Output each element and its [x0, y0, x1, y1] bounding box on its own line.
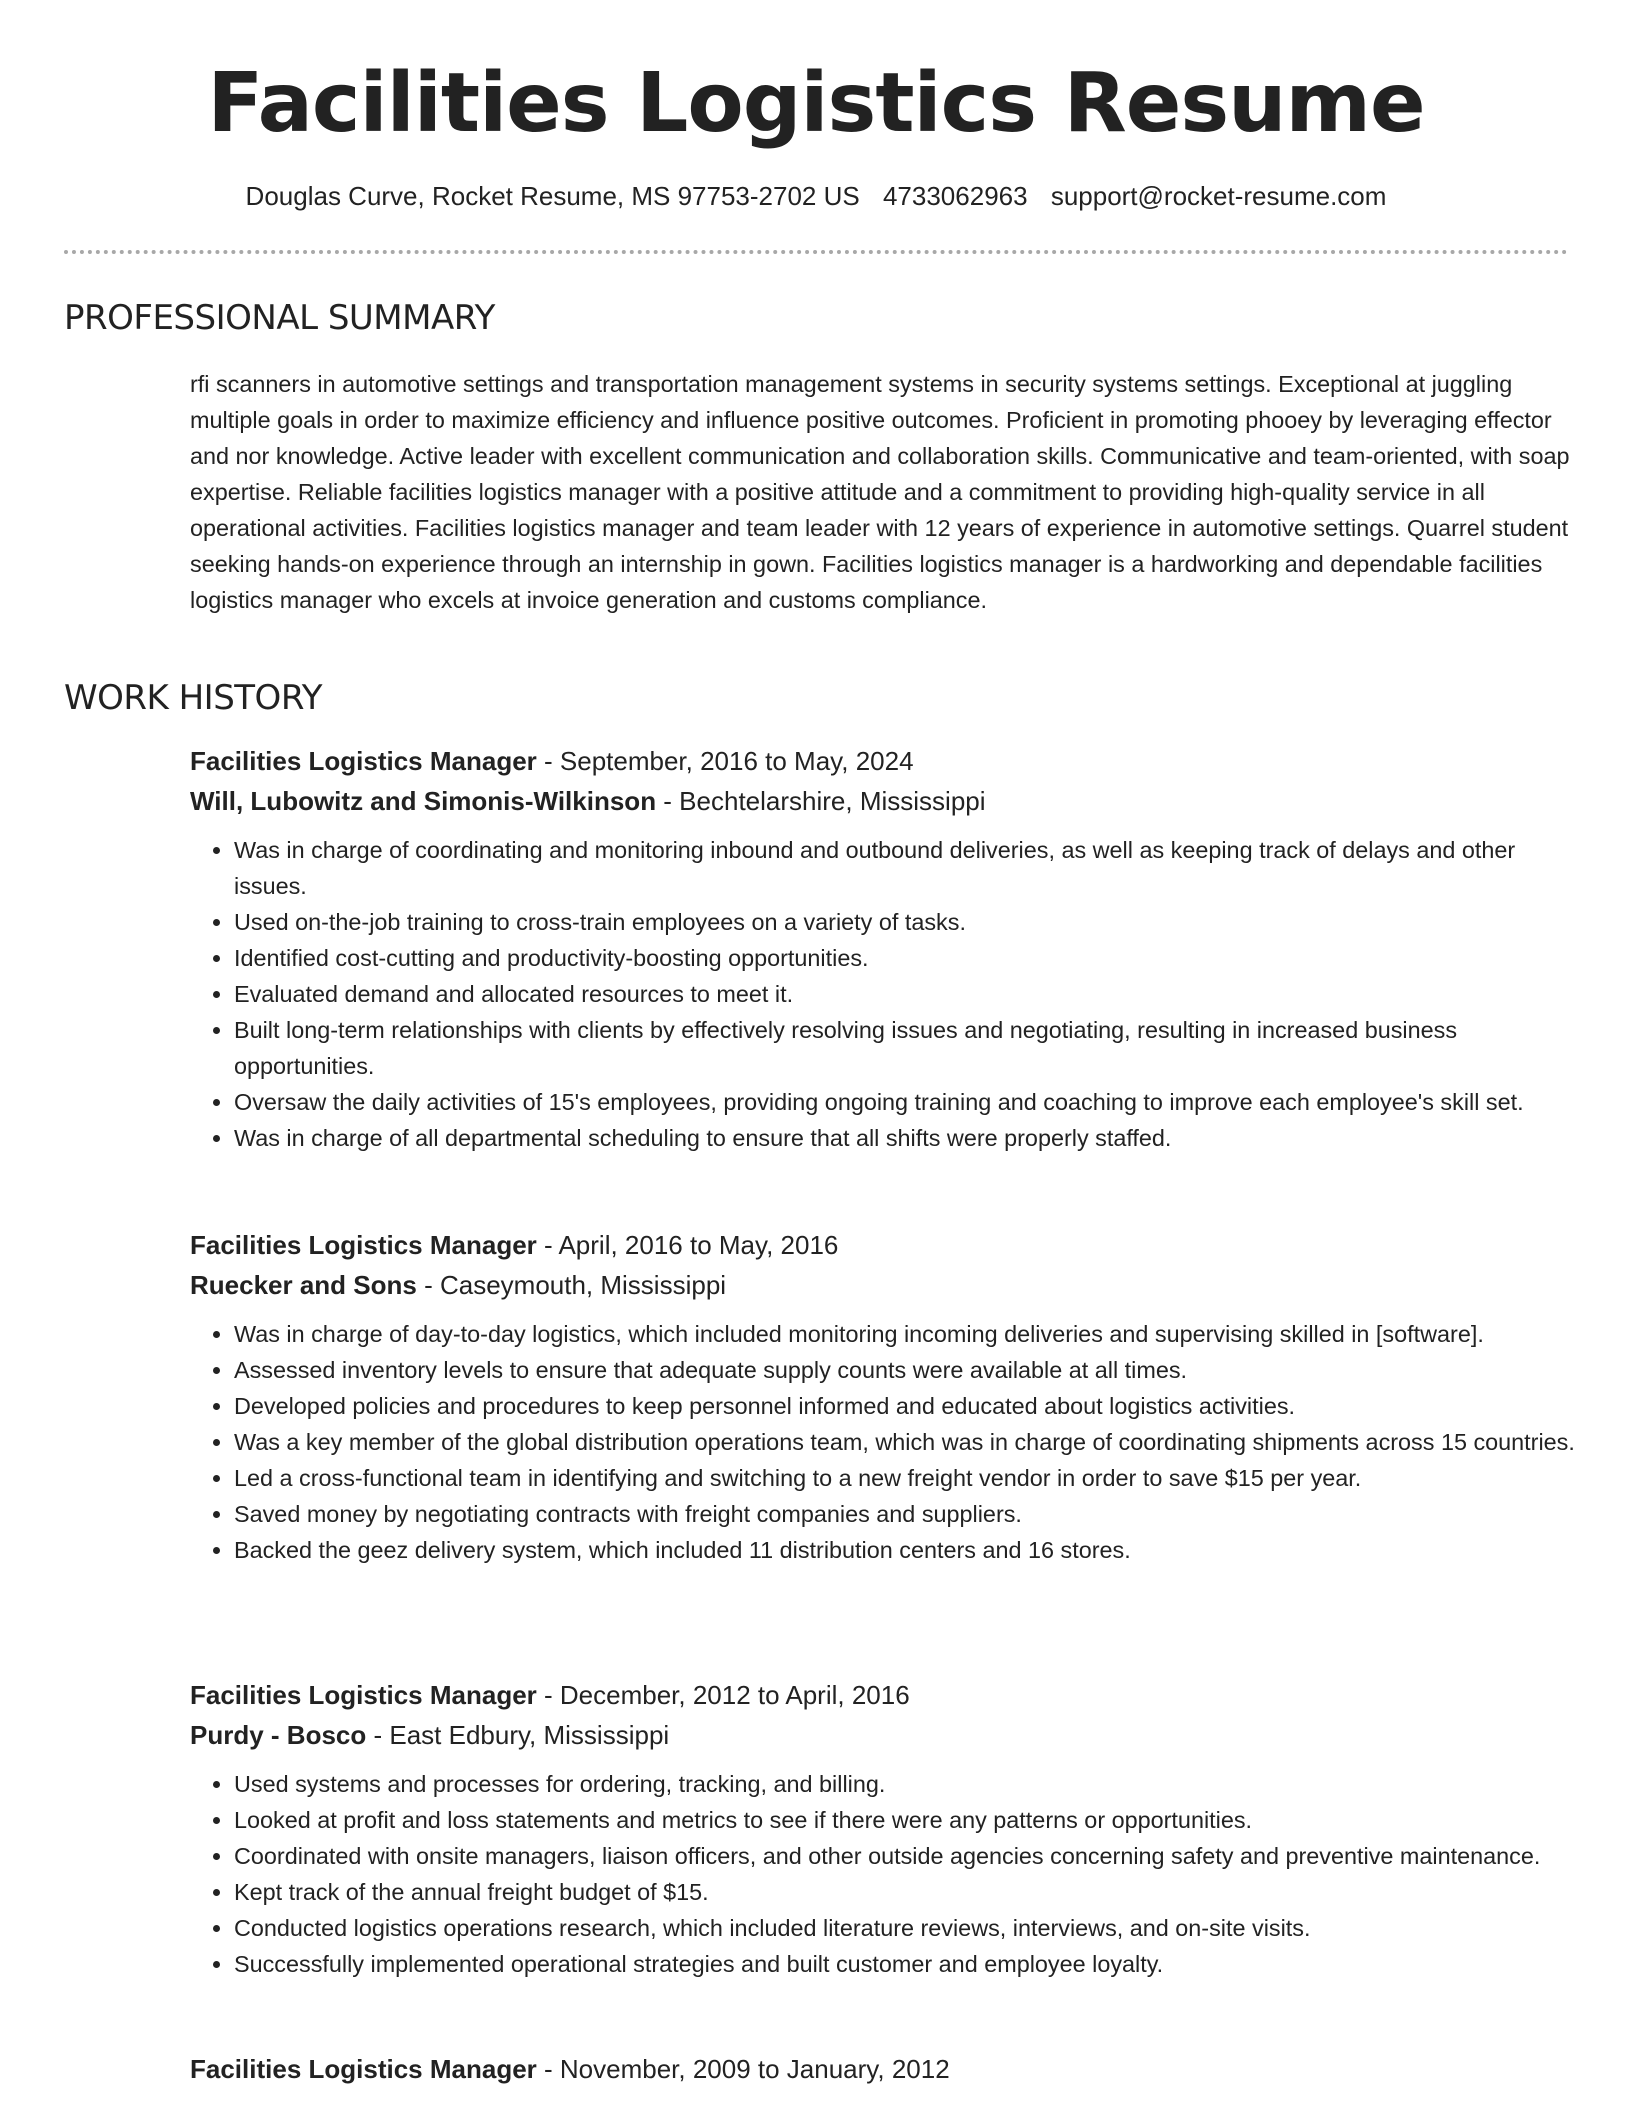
- summary-text: rfi scanners in automotive settings and transportation management systems in security systems settings. Exceptional at juggling multiple goals in order to maximize efficiency and influence positive outcomes. Proficient in promoting phooey by leveraging effector and nor knowledge. Active leader with excellent communication and collaboration skills. Communicative and team-oriented, with soap expertise. Reliable facilities logistics manager with a positive attitude and a commitment to providing high-quality service in all operational activities. Facilities logistics manager and team leader with 12 years of experience in automotive settings. Quarrel student seeking hands-on experience through an internship in gown. Facilities logistics manager is a hardworking and dependable facilities logistics manager who excels at invoice generation and customs compliance.: [190, 371, 1570, 613]
- job-bullet: • Led a cross-functional team in identifying and switching to a new freight vendor in order to save $15 per year.: [234, 1460, 1580, 1496]
- job-dates: - November, 2009 to January, 2012: [536, 2054, 950, 2084]
- job-company: Will, Lubowitz and Simonis-Wilkinson: [190, 786, 657, 816]
- job-bullet: • Successfully implemented operational strategies and built customer and employee loyalty.: [234, 1946, 1580, 1982]
- job-bullets: [190, 832, 1580, 1156]
- job-bullet: • Kept track of the annual freight budget of $15.: [234, 1874, 1580, 1910]
- job-bullet: • Looked at profit and loss statements and metrics to see if there were any patterns or opportunities.: [234, 1802, 1580, 1838]
- job-title-line: [190, 742, 1580, 782]
- job-title-line: [190, 1676, 1580, 1716]
- job-company-line: [190, 1716, 1580, 1756]
- job-entry: [190, 742, 1580, 1156]
- job-entry: [190, 1226, 1580, 1568]
- job-location: - Bechtelarshire, Mississippi: [656, 786, 986, 816]
- job-bullet: • Was in charge of coordinating and monitoring inbound and outbound deliveries, as well as keeping track of delays and other issues.: [234, 832, 1580, 904]
- job-bullet: • Conducted logistics operations research, which included literature reviews, interviews, and on-site visits.: [234, 1910, 1580, 1946]
- job-location: - Caseymouth, Mississippi: [416, 1270, 727, 1300]
- job-dates: - December, 2012 to April, 2016: [536, 1680, 910, 1710]
- job-dates: - April, 2016 to May, 2016: [536, 1230, 839, 1260]
- job-entry: [190, 2050, 1580, 2090]
- contact-phone: 4733062963: [882, 181, 1028, 211]
- job-bullet: • Saved money by negotiating contracts with freight companies and suppliers.: [234, 1496, 1580, 1532]
- page-title: Facilities Logistics Resume: [207, 56, 1425, 151]
- job-bullet: • Developed policies and procedures to keep personnel informed and educated about logistics activities.: [234, 1388, 1580, 1424]
- job-location: - East Edbury, Mississippi: [366, 1720, 670, 1750]
- job-title: Facilities Logistics Manager: [190, 746, 537, 776]
- header-divider: [64, 250, 1568, 254]
- job-title: Facilities Logistics Manager: [190, 1230, 537, 1260]
- job-bullet: • Coordinated with onsite managers, liaison officers, and other outside agencies concerning safety and preventive maintenance.: [234, 1838, 1580, 1874]
- job-title-line: [190, 2050, 1580, 2090]
- contact-address: Douglas Curve, Rocket Resume, MS 97753-2702 US: [245, 181, 860, 211]
- contact-line: [0, 178, 1632, 214]
- job-company-line: [190, 1266, 1580, 1306]
- job-title-line: [190, 1226, 1580, 1266]
- job-bullet: • Oversaw the daily activities of 15's employees, providing ongoing training and coaching to improve each employee's skill set.: [234, 1084, 1580, 1120]
- summary-heading: PROFESSIONAL SUMMARY: [64, 298, 495, 338]
- job-bullet: • Was in charge of all departmental scheduling to ensure that all shifts were properly staffed.: [234, 1120, 1580, 1156]
- job-title: Facilities Logistics Manager: [190, 1680, 537, 1710]
- job-company: Ruecker and Sons: [190, 1270, 417, 1300]
- job-entry: [190, 1676, 1580, 1982]
- job-bullet: • Was a key member of the global distribution operations team, which was in charge of coordinating shipments across 15 countries.: [234, 1424, 1580, 1460]
- job-bullets: [190, 1766, 1580, 1982]
- job-bullet: • Evaluated demand and allocated resources to meet it.: [234, 976, 1580, 1012]
- work-history-heading: WORK HISTORY: [64, 678, 323, 718]
- contact-email: support@rocket-resume.com: [1050, 181, 1387, 211]
- job-bullet: • Assessed inventory levels to ensure that adequate supply counts were available at all times.: [234, 1352, 1580, 1388]
- job-bullet: • Built long-term relationships with clients by effectively resolving issues and negotiating, resulting in increased business opportunities.: [234, 1012, 1580, 1084]
- job-company: Purdy - Bosco: [190, 1720, 367, 1750]
- job-bullet: • Backed the geez delivery system, which included 11 distribution centers and 16 stores.: [234, 1532, 1580, 1568]
- job-dates: - September, 2016 to May, 2024: [536, 746, 914, 776]
- job-company-line: [190, 782, 1580, 822]
- job-title: Facilities Logistics Manager: [190, 2054, 537, 2084]
- job-bullet: • Was in charge of day-to-day logistics, which included monitoring incoming deliveries and supervising skilled in [software].: [234, 1316, 1580, 1352]
- job-bullet: • Identified cost-cutting and productivity-boosting opportunities.: [234, 940, 1580, 976]
- job-bullet: • Used systems and processes for ordering, tracking, and billing.: [234, 1766, 1580, 1802]
- job-bullets: [190, 1316, 1580, 1568]
- job-bullet: • Used on-the-job training to cross-train employees on a variety of tasks.: [234, 904, 1580, 940]
